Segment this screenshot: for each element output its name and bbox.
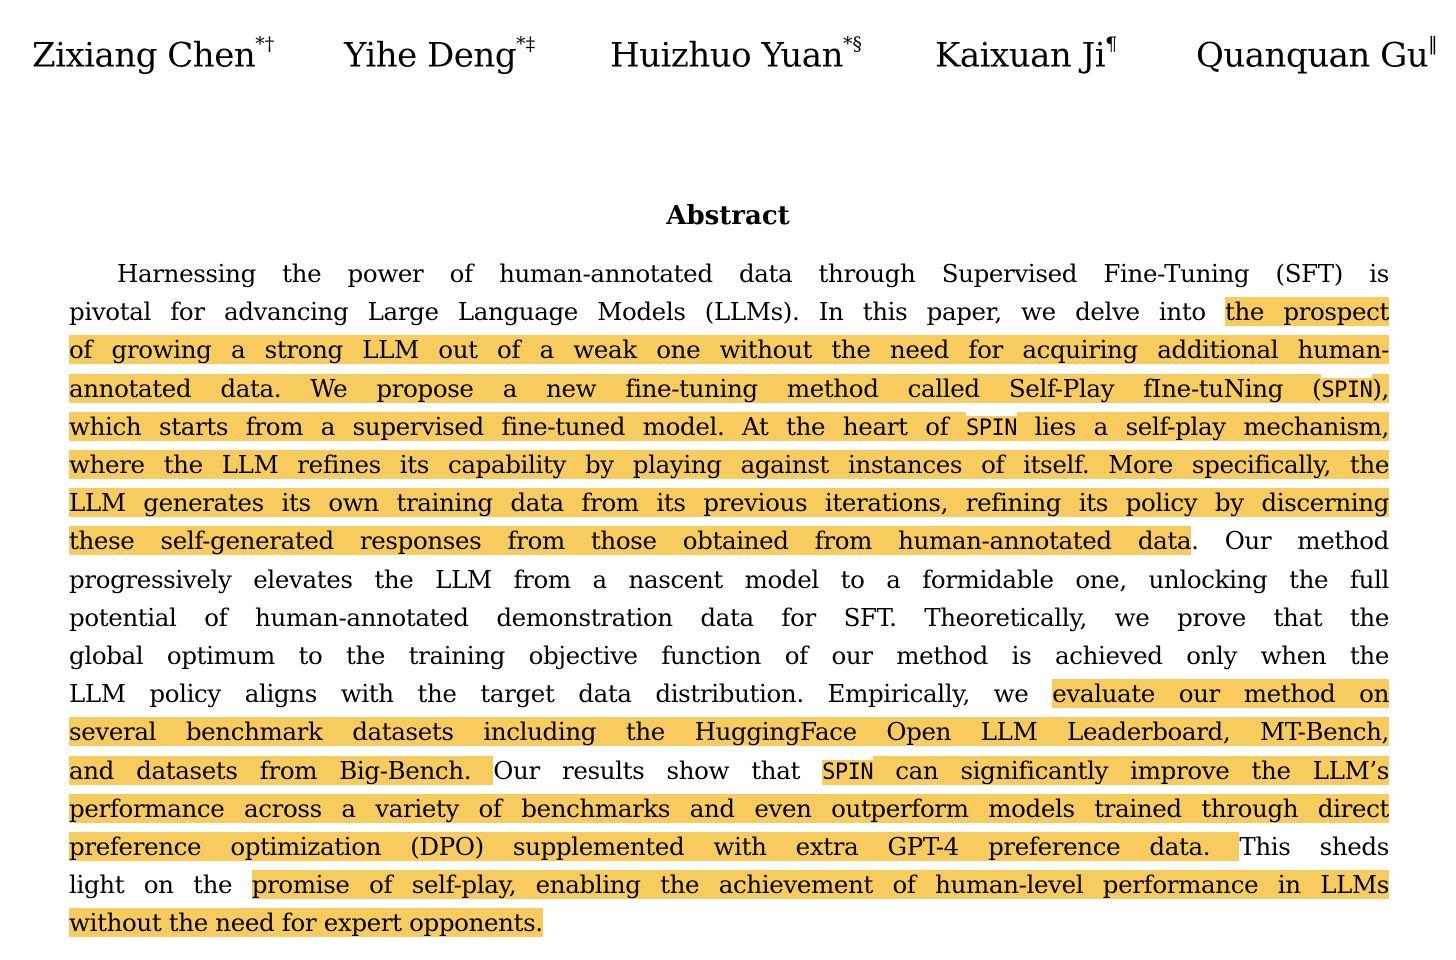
abstract-line — [69, 484, 1389, 522]
text-segment: Our results show that — [493, 755, 823, 785]
abstract-line — [69, 713, 1389, 751]
highlighted-text: lies a self-play mechanism, — [1017, 411, 1389, 441]
abstract-line — [69, 599, 1389, 637]
highlighted-text: where the LLM refines its capability by playing against instances of itself. More specifically, the — [69, 450, 1389, 479]
text-segment: Harnessing the power of human-annotated data through Supervised Fine-Tuning (SFT) is — [117, 259, 1389, 288]
abstract-line — [69, 522, 1389, 560]
abstract-line — [69, 637, 1389, 675]
abstract-line — [69, 790, 1389, 828]
author-marks: ‖ — [1428, 33, 1438, 55]
text-segment: LLM policy aligns with the target data distribution. Empirically, we — [69, 679, 1053, 709]
author-2 — [610, 26, 862, 77]
text-segment: potential of human-annotated demonstration data for SFT. Theoretically, we prove that the — [69, 602, 1389, 632]
highlighted-text: can significantly improve the LLM’s — [873, 755, 1389, 785]
highlighted-text: promise of self-play, enabling the achievement of human-level performance in LLMs — [251, 870, 1389, 900]
abstract-line — [117, 255, 1389, 293]
author-name: Yihe Deng — [344, 35, 517, 76]
author-name: Quanquan Gu — [1196, 35, 1429, 76]
highlighted-text: these self-generated responses from those obtained from human-annotated data — [69, 526, 1192, 556]
author-1 — [344, 26, 535, 77]
highlighted-text: several benchmark datasets including the HuggingFace Open LLM Leaderboard, MT-Bench, — [69, 717, 1389, 747]
highlighted-text: and datasets from Big-Bench. — [69, 755, 494, 785]
highlighted-text: annotated data. We propose a new fine-tuning method called Self-Play fIne-tuNing ( — [69, 373, 1322, 403]
abstract-line — [69, 408, 1389, 446]
highlighted-text: SPIN — [966, 415, 1017, 441]
abstract-line — [69, 828, 1389, 866]
author-3 — [935, 26, 1117, 77]
author-marks: *† — [255, 33, 275, 55]
text-segment: light on the — [69, 870, 252, 900]
highlighted-text: the prospect — [1225, 297, 1389, 327]
highlighted-text: SPIN — [822, 759, 874, 785]
author-name: Zixiang Chen — [32, 35, 256, 76]
text-segment: global optimum to the training objective function of our method is achieved only when the — [69, 641, 1389, 670]
abstract-line — [69, 293, 1389, 331]
highlighted-text: SPIN — [1321, 377, 1373, 403]
highlighted-text: without the need for expert opponents. — [69, 908, 543, 938]
text-segment: This sheds — [1239, 832, 1389, 861]
abstract-line — [69, 904, 1389, 942]
text-segment: pivotal for advancing Large Language Models (LLMs). In this paper, we delve into — [69, 297, 1225, 327]
highlighted-text: which starts from a supervised fine-tuned model. At the heart of — [69, 411, 967, 441]
highlighted-text: evaluate our method on — [1052, 679, 1389, 709]
author-name: Kaixuan Ji — [935, 35, 1106, 76]
abstract-line — [69, 561, 1389, 599]
author-marks: ¶ — [1105, 33, 1118, 55]
author-list — [0, 26, 1456, 76]
highlighted-text: performance across a variety of benchmarks and even outperform models trained through direct — [69, 793, 1389, 823]
author-0 — [32, 26, 274, 77]
abstract-line — [69, 675, 1389, 713]
text-segment: progressively elevates the LLM from a nascent model to a formidable one, unlocking the full — [69, 564, 1389, 594]
highlighted-text: preference optimization (DPO) supplemented with extra GPT-4 preference data. — [69, 832, 1240, 861]
text-segment: . Our method — [1191, 526, 1389, 556]
author-4 — [1196, 26, 1438, 77]
abstract-line — [69, 866, 1389, 904]
abstract-line — [69, 446, 1389, 484]
author-marks: *§ — [842, 33, 862, 55]
abstract-heading: Abstract — [666, 201, 790, 231]
abstract-line — [69, 331, 1389, 369]
highlighted-text: LLM generates its own training data from its previous iterations, refining its policy by discerning — [69, 488, 1389, 518]
abstract-line — [69, 752, 1389, 790]
abstract-line — [69, 370, 1389, 408]
author-name: Huizhuo Yuan — [610, 35, 843, 76]
highlighted-text: ), — [1372, 373, 1389, 403]
highlighted-text: of growing a strong LLM out of a weak one without the need for acquiring additional human- — [69, 335, 1389, 365]
author-marks: *‡ — [516, 33, 536, 55]
